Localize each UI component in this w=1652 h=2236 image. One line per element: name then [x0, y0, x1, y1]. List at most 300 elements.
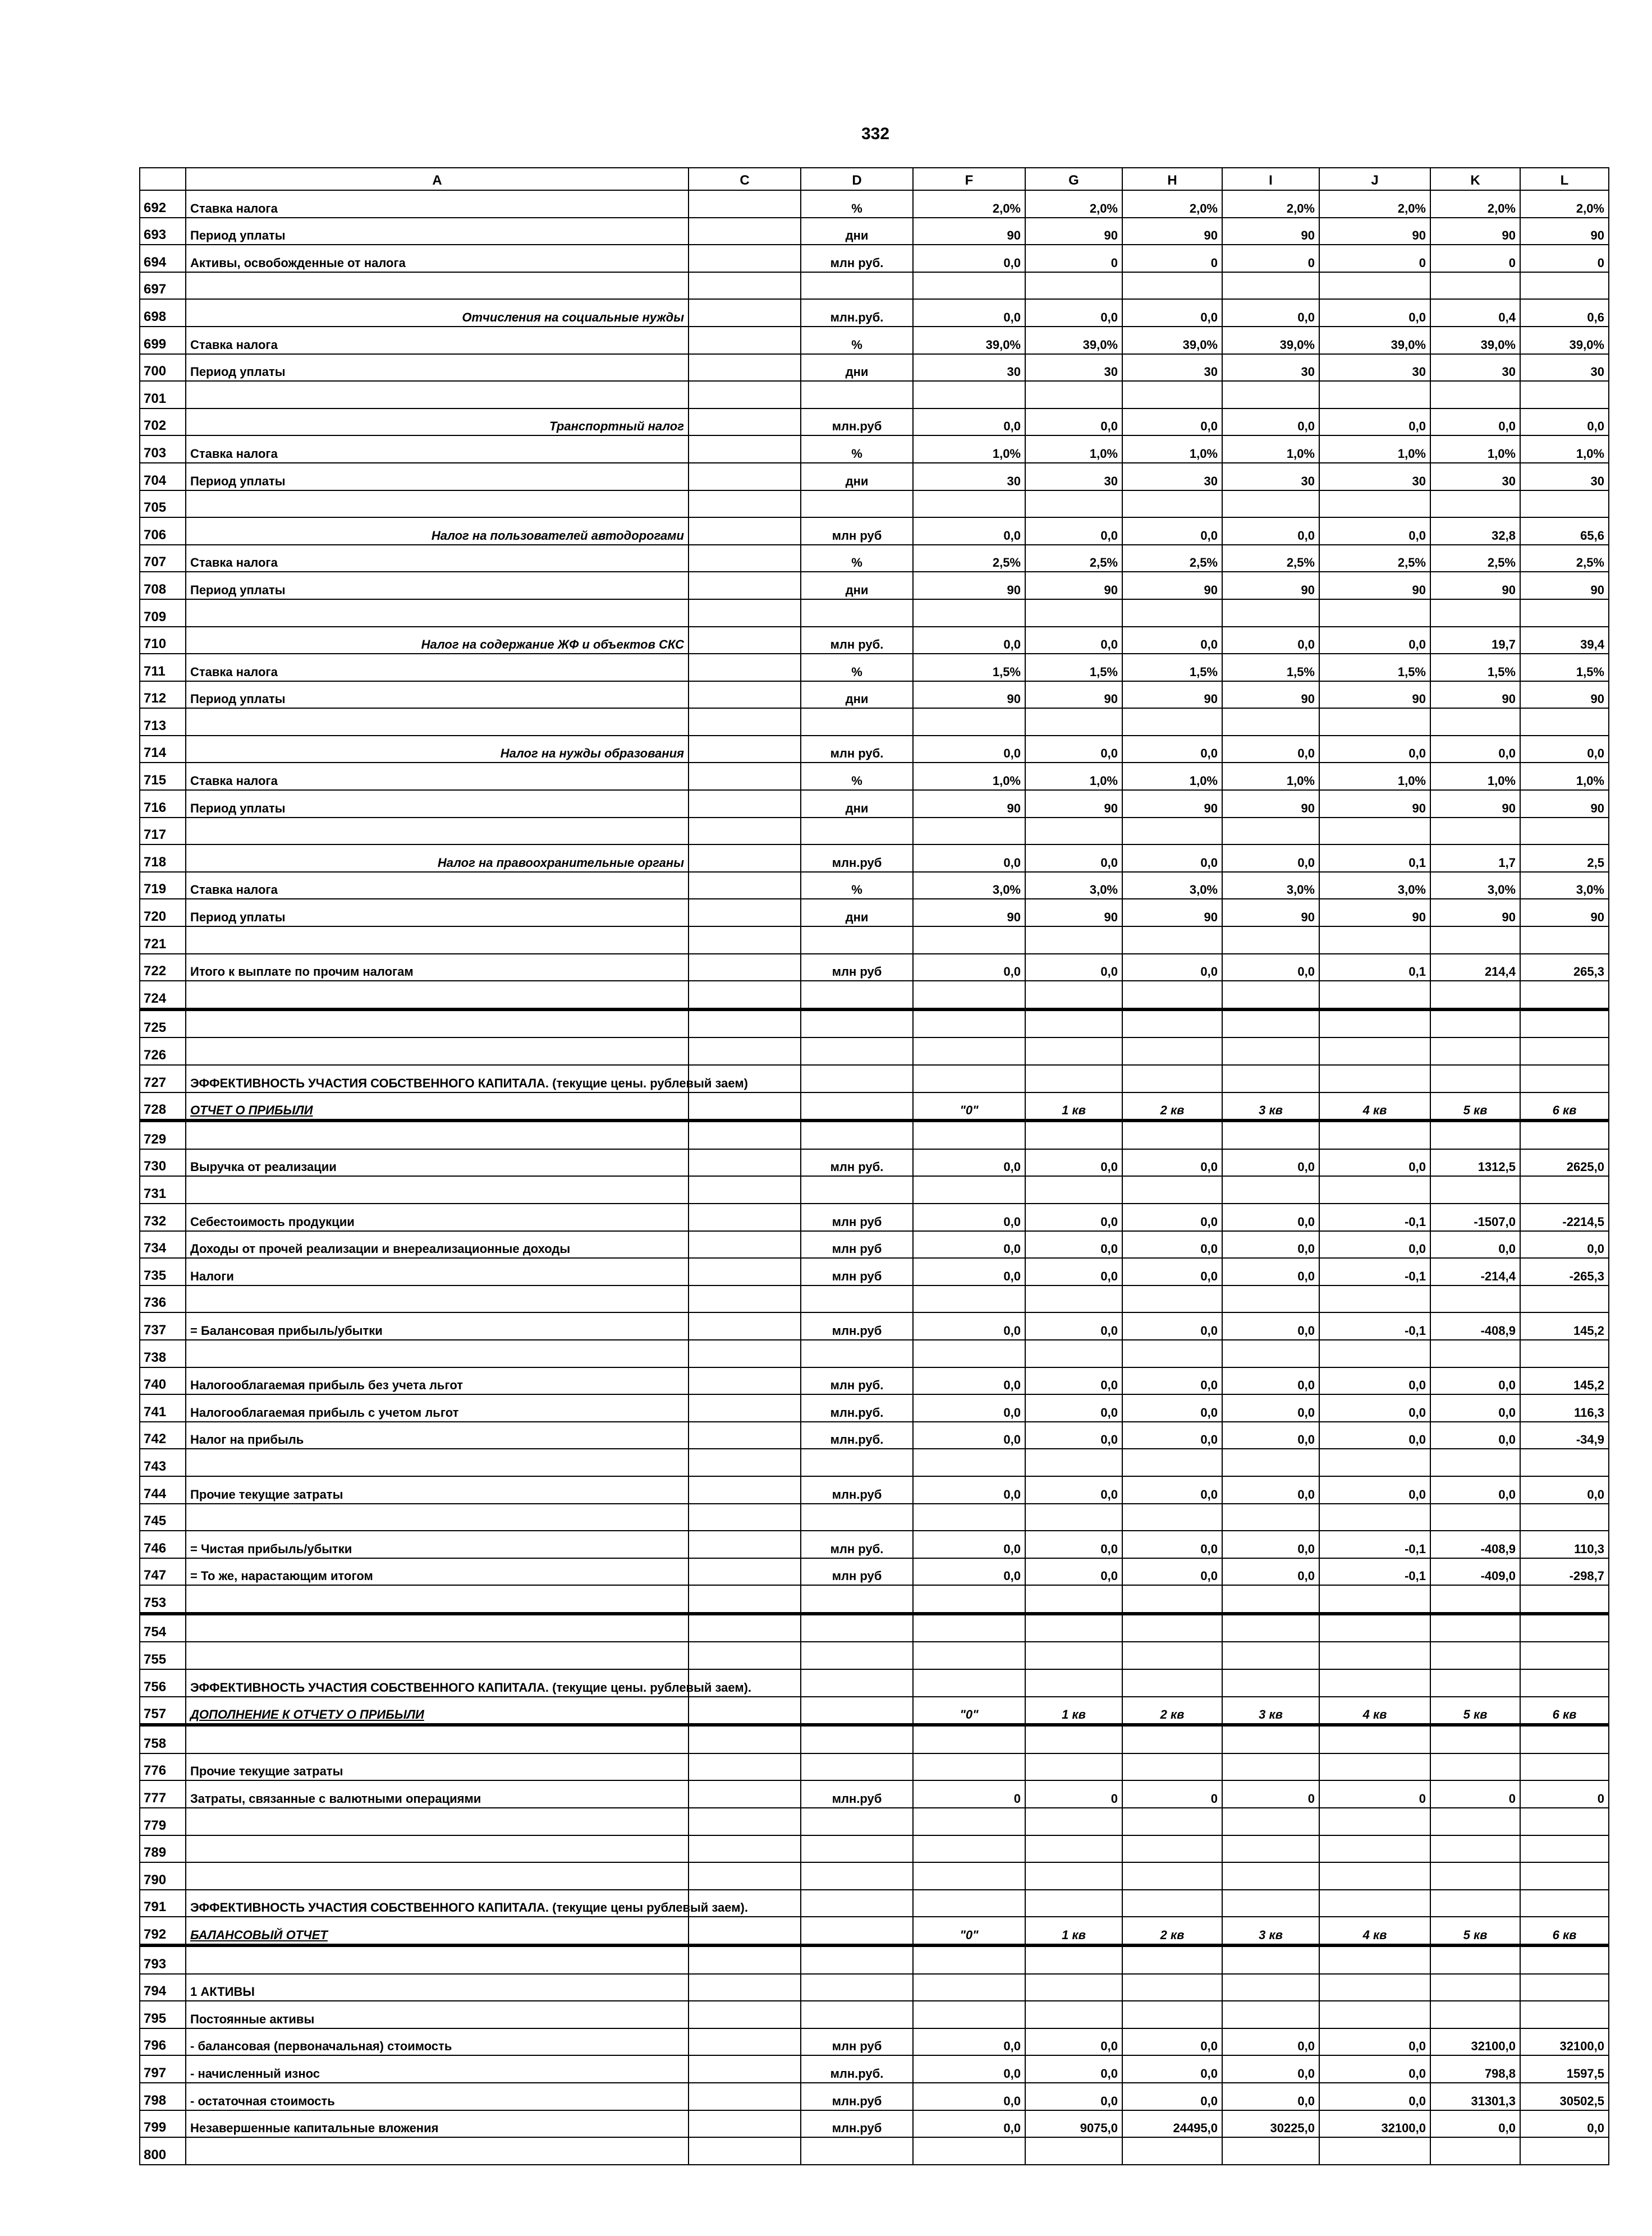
period-header-cell[interactable]: 1 кв	[1025, 1697, 1122, 1725]
row-label-cell[interactable]	[186, 1725, 689, 1753]
row-number[interactable]: 714	[140, 736, 186, 763]
value-cell[interactable]	[1319, 490, 1430, 518]
value-cell[interactable]: 265,3	[1520, 954, 1609, 981]
column-c-cell[interactable]	[689, 1258, 801, 1285]
value-cell[interactable]	[1025, 1945, 1122, 1974]
value-cell[interactable]: 0	[1430, 245, 1520, 272]
value-cell[interactable]	[1222, 2137, 1319, 2165]
value-cell[interactable]	[1025, 1037, 1122, 1065]
value-cell[interactable]	[913, 1121, 1025, 1149]
value-cell[interactable]	[1222, 818, 1319, 845]
row-number[interactable]: 722	[140, 954, 186, 981]
value-cell[interactable]: 1,0%	[913, 763, 1025, 790]
row-label-cell[interactable]: Выручка от реализации	[186, 1149, 689, 1177]
value-cell[interactable]: 116,3	[1520, 1394, 1609, 1422]
row-number[interactable]: 741	[140, 1394, 186, 1422]
row-label-cell[interactable]	[186, 818, 689, 845]
period-header-cell[interactable]: 5 кв	[1430, 1917, 1520, 1945]
row-number[interactable]: 791	[140, 1890, 186, 1917]
value-cell[interactable]	[1122, 2137, 1222, 2165]
row-label-cell[interactable]: ЭФФЕКТИВНОСТЬ УЧАСТИЯ СОБСТВЕННОГО КАПИТАЛА. (текущие цены рублевый заем).	[186, 1890, 689, 1917]
row-number[interactable]: 711	[140, 654, 186, 681]
unit-cell[interactable]	[801, 1753, 913, 1781]
period-header-cell[interactable]: "0"	[913, 1917, 1025, 1945]
value-cell[interactable]: -0,1	[1319, 1204, 1430, 1231]
unit-cell[interactable]: млн.руб	[801, 1312, 913, 1340]
value-cell[interactable]: 1,0%	[1430, 435, 1520, 463]
row-label-cell[interactable]	[186, 981, 689, 1009]
value-cell[interactable]	[1025, 1285, 1122, 1313]
row-number[interactable]: 740	[140, 1367, 186, 1395]
value-cell[interactable]: 2,0%	[1122, 190, 1222, 218]
value-cell[interactable]: 0,0	[913, 627, 1025, 654]
row-label-cell[interactable]: Незавершенные капитальные вложения	[186, 2110, 689, 2138]
value-cell[interactable]	[913, 1340, 1025, 1367]
row-label-cell[interactable]: Затраты, связанные с валютными операциями	[186, 1780, 689, 1808]
value-cell[interactable]	[1222, 381, 1319, 408]
value-cell[interactable]	[1222, 490, 1319, 518]
value-cell[interactable]	[1025, 1009, 1122, 1038]
value-cell[interactable]: 90	[1430, 572, 1520, 599]
value-cell[interactable]: 0,0	[913, 1476, 1025, 1504]
value-cell[interactable]	[913, 1725, 1025, 1753]
value-cell[interactable]: 0	[1520, 245, 1609, 272]
value-cell[interactable]: 798,8	[1430, 2055, 1520, 2083]
value-cell[interactable]: 90	[913, 572, 1025, 599]
value-cell[interactable]: 2,0%	[913, 190, 1025, 218]
unit-cell[interactable]: %	[801, 654, 913, 681]
value-cell[interactable]: 0,0	[1430, 408, 1520, 436]
value-cell[interactable]: 0,0	[1520, 1231, 1609, 1259]
row-label-cell[interactable]: Себестоимость продукции	[186, 1204, 689, 1231]
column-c-cell[interactable]	[689, 1422, 801, 1449]
value-cell[interactable]: 0,0	[1122, 1231, 1222, 1259]
value-cell[interactable]	[913, 1037, 1025, 1065]
value-cell[interactable]	[1122, 981, 1222, 1009]
row-label-cell[interactable]: Период уплаты	[186, 354, 689, 382]
column-c-cell[interactable]	[689, 1974, 801, 2001]
value-cell[interactable]: 39,0%	[1222, 327, 1319, 354]
row-label-cell[interactable]: - начисленный износ	[186, 2055, 689, 2083]
value-cell[interactable]: 19,7	[1430, 627, 1520, 654]
value-cell[interactable]: 2,5	[1520, 844, 1609, 872]
row-number[interactable]: 731	[140, 1176, 186, 1204]
value-cell[interactable]: 0,0	[1430, 736, 1520, 763]
value-cell[interactable]: 1,5%	[1520, 654, 1609, 681]
row-number[interactable]: 758	[140, 1725, 186, 1753]
row-number[interactable]: 747	[140, 1558, 186, 1586]
row-number[interactable]: 793	[140, 1945, 186, 1974]
value-cell[interactable]: 90	[1222, 681, 1319, 709]
row-number[interactable]: 713	[140, 708, 186, 736]
row-number[interactable]: 735	[140, 1258, 186, 1285]
value-cell[interactable]: 0,0	[1222, 627, 1319, 654]
value-cell[interactable]: 90	[1025, 218, 1122, 245]
value-cell[interactable]: 0,0	[1222, 1422, 1319, 1449]
unit-cell[interactable]	[801, 1669, 913, 1697]
row-label-cell[interactable]: Ставка налога	[186, 327, 689, 354]
column-c-cell[interactable]	[689, 1808, 801, 1835]
value-cell[interactable]	[1222, 1862, 1319, 1890]
unit-cell[interactable]	[801, 1009, 913, 1038]
value-cell[interactable]	[1430, 1835, 1520, 1863]
row-label-cell[interactable]: Налогооблагаемая прибыль с учетом льгот	[186, 1394, 689, 1422]
unit-cell[interactable]: млн руб	[801, 1558, 913, 1586]
row-label-cell[interactable]: Прочие текущие затраты	[186, 1753, 689, 1781]
value-cell[interactable]	[913, 1585, 1025, 1614]
row-number[interactable]: 721	[140, 926, 186, 954]
value-cell[interactable]	[1122, 2001, 1222, 2028]
value-cell[interactable]: 0,0	[1222, 1367, 1319, 1395]
value-cell[interactable]	[1520, 1009, 1609, 1038]
value-cell[interactable]: 1,5%	[1430, 654, 1520, 681]
column-header-f[interactable]: F	[913, 168, 1025, 190]
value-cell[interactable]	[1222, 1585, 1319, 1614]
value-cell[interactable]	[1520, 1037, 1609, 1065]
row-number[interactable]: 744	[140, 1476, 186, 1504]
value-cell[interactable]	[1122, 1890, 1222, 1917]
value-cell[interactable]	[913, 1285, 1025, 1313]
value-cell[interactable]	[1319, 708, 1430, 736]
value-cell[interactable]: 0,0	[1122, 1149, 1222, 1177]
column-c-cell[interactable]	[689, 872, 801, 899]
row-label-cell[interactable]: ДОПОЛНЕНИЕ К ОТЧЕТУ О ПРИБЫЛИ	[186, 1697, 689, 1725]
column-c-cell[interactable]	[689, 2083, 801, 2110]
value-cell[interactable]	[1025, 599, 1122, 627]
column-c-cell[interactable]	[689, 572, 801, 599]
unit-cell[interactable]: млн.руб.	[801, 2055, 913, 2083]
value-cell[interactable]: 0,0	[1319, 627, 1430, 654]
value-cell[interactable]: 0,0	[913, 299, 1025, 327]
unit-cell[interactable]	[801, 1945, 913, 1974]
value-cell[interactable]	[1222, 1285, 1319, 1313]
value-cell[interactable]: 1,0%	[1319, 763, 1430, 790]
row-label-cell[interactable]: Транспортный налог	[186, 408, 689, 436]
unit-cell[interactable]: млн руб	[801, 954, 913, 981]
row-number[interactable]: 715	[140, 763, 186, 790]
column-c-cell[interactable]	[689, 1725, 801, 1753]
column-c-cell[interactable]	[689, 736, 801, 763]
row-label-cell[interactable]: БАЛАНСОВЫЙ ОТЧЕТ	[186, 1917, 689, 1945]
value-cell[interactable]	[1025, 490, 1122, 518]
row-label-cell[interactable]	[186, 1835, 689, 1863]
row-label-cell[interactable]: Период уплаты	[186, 218, 689, 245]
value-cell[interactable]: 0	[1122, 245, 1222, 272]
value-cell[interactable]	[1222, 1504, 1319, 1531]
value-cell[interactable]: 0,0	[1025, 517, 1122, 545]
value-cell[interactable]: 30	[1025, 463, 1122, 490]
value-cell[interactable]	[1430, 381, 1520, 408]
unit-cell[interactable]	[801, 1890, 913, 1917]
row-label-cell[interactable]: Период уплаты	[186, 899, 689, 926]
column-c-cell[interactable]	[689, 1176, 801, 1204]
row-label-cell[interactable]: = Балансовая прибыль/убытки	[186, 1312, 689, 1340]
row-number[interactable]: 746	[140, 1531, 186, 1558]
value-cell[interactable]	[1122, 1669, 1222, 1697]
value-cell[interactable]: 0,0	[1430, 1476, 1520, 1504]
row-label-cell[interactable]	[186, 1808, 689, 1835]
value-cell[interactable]: 0,0	[913, 844, 1025, 872]
value-cell[interactable]: 0,0	[1319, 1476, 1430, 1504]
value-cell[interactable]: 2,0%	[1520, 190, 1609, 218]
row-number[interactable]: 701	[140, 381, 186, 408]
value-cell[interactable]	[1222, 1835, 1319, 1863]
value-cell[interactable]	[1222, 1808, 1319, 1835]
value-cell[interactable]: 0,0	[913, 2055, 1025, 2083]
row-label-cell[interactable]	[186, 1176, 689, 1204]
value-cell[interactable]	[1122, 1614, 1222, 1642]
unit-cell[interactable]: %	[801, 763, 913, 790]
value-cell[interactable]	[1222, 1642, 1319, 1669]
value-cell[interactable]: 2,0%	[1319, 190, 1430, 218]
column-header-i[interactable]: I	[1222, 168, 1319, 190]
value-cell[interactable]	[1520, 2001, 1609, 2028]
value-cell[interactable]	[1319, 2001, 1430, 2028]
column-c-cell[interactable]	[689, 354, 801, 382]
value-cell[interactable]	[1122, 490, 1222, 518]
column-header-a[interactable]: A	[186, 168, 689, 190]
value-cell[interactable]: 0,0	[1025, 844, 1122, 872]
value-cell[interactable]: 0,0	[1025, 299, 1122, 327]
value-cell[interactable]: 1,0%	[1025, 435, 1122, 463]
row-number[interactable]: 700	[140, 354, 186, 382]
value-cell[interactable]	[913, 2001, 1025, 2028]
value-cell[interactable]	[1222, 1449, 1319, 1476]
value-cell[interactable]	[1025, 1449, 1122, 1476]
value-cell[interactable]	[1430, 1974, 1520, 2001]
row-number[interactable]: 794	[140, 1974, 186, 2001]
value-cell[interactable]: 30	[913, 354, 1025, 382]
value-cell[interactable]	[1430, 1065, 1520, 1092]
value-cell[interactable]	[1122, 926, 1222, 954]
value-cell[interactable]: 0,0	[1222, 1231, 1319, 1259]
value-cell[interactable]: 90	[1025, 681, 1122, 709]
column-c-cell[interactable]	[689, 1504, 801, 1531]
unit-cell[interactable]	[801, 381, 913, 408]
unit-cell[interactable]: %	[801, 327, 913, 354]
value-cell[interactable]: 0,0	[1520, 1476, 1609, 1504]
row-label-cell[interactable]	[186, 708, 689, 736]
unit-cell[interactable]: млн.руб	[801, 2110, 913, 2138]
value-cell[interactable]: 90	[1222, 218, 1319, 245]
value-cell[interactable]	[913, 1945, 1025, 1974]
value-cell[interactable]: 90	[913, 899, 1025, 926]
row-label-cell[interactable]: - балансовая (первоначальная) стоимость	[186, 2028, 689, 2056]
row-number[interactable]: 737	[140, 1312, 186, 1340]
row-number[interactable]: 796	[140, 2028, 186, 2056]
value-cell[interactable]: 0,0	[1122, 1394, 1222, 1422]
value-cell[interactable]: 0,0	[1122, 736, 1222, 763]
value-cell[interactable]	[1122, 1862, 1222, 1890]
row-label-cell[interactable]: Налог на пользователей автодорогами	[186, 517, 689, 545]
value-cell[interactable]	[1430, 2137, 1520, 2165]
period-header-cell[interactable]: 4 кв	[1319, 1917, 1430, 1945]
value-cell[interactable]	[1122, 1037, 1222, 1065]
row-number[interactable]: 707	[140, 545, 186, 572]
value-cell[interactable]: 90	[1222, 572, 1319, 599]
unit-cell[interactable]: млн.руб.	[801, 299, 913, 327]
period-header-cell[interactable]: 4 кв	[1319, 1697, 1430, 1725]
value-cell[interactable]	[1520, 708, 1609, 736]
unit-cell[interactable]	[801, 1917, 913, 1945]
value-cell[interactable]: 1,5%	[1222, 654, 1319, 681]
row-number[interactable]: 726	[140, 1037, 186, 1065]
value-cell[interactable]	[1025, 272, 1122, 300]
period-header-cell[interactable]: 4 кв	[1319, 1092, 1430, 1121]
value-cell[interactable]	[1319, 981, 1430, 1009]
value-cell[interactable]	[1520, 1285, 1609, 1313]
value-cell[interactable]: 0,0	[1025, 1476, 1122, 1504]
value-cell[interactable]	[1520, 1862, 1609, 1890]
unit-cell[interactable]	[801, 1176, 913, 1204]
value-cell[interactable]	[1222, 1669, 1319, 1697]
value-cell[interactable]	[1025, 818, 1122, 845]
value-cell[interactable]: 30	[913, 463, 1025, 490]
column-c-cell[interactable]	[689, 1092, 801, 1121]
row-number[interactable]: 702	[140, 408, 186, 436]
unit-cell[interactable]: млн руб.	[801, 1149, 913, 1177]
column-c-cell[interactable]	[689, 463, 801, 490]
value-cell[interactable]: 30	[1222, 354, 1319, 382]
period-header-cell[interactable]: 2 кв	[1122, 1092, 1222, 1121]
period-header-cell[interactable]: "0"	[913, 1092, 1025, 1121]
value-cell[interactable]: 90	[913, 681, 1025, 709]
value-cell[interactable]	[1122, 1504, 1222, 1531]
value-cell[interactable]: 0,0	[1222, 736, 1319, 763]
value-cell[interactable]: 0,0	[1025, 1531, 1122, 1558]
value-cell[interactable]: 0,0	[913, 2028, 1025, 2056]
row-number[interactable]: 706	[140, 517, 186, 545]
row-label-cell[interactable]: Ставка налога	[186, 545, 689, 572]
value-cell[interactable]: 1,0%	[1222, 435, 1319, 463]
value-cell[interactable]	[1025, 381, 1122, 408]
value-cell[interactable]: -409,0	[1430, 1558, 1520, 1586]
value-cell[interactable]: 0,0	[913, 517, 1025, 545]
unit-cell[interactable]	[801, 599, 913, 627]
column-c-cell[interactable]	[689, 790, 801, 818]
value-cell[interactable]: 90	[1025, 790, 1122, 818]
value-cell[interactable]: -0,1	[1319, 1312, 1430, 1340]
column-c-cell[interactable]	[689, 1476, 801, 1504]
value-cell[interactable]: 30	[1319, 354, 1430, 382]
value-cell[interactable]: -2214,5	[1520, 1204, 1609, 1231]
row-number[interactable]: 697	[140, 272, 186, 300]
value-cell[interactable]: 0,6	[1520, 299, 1609, 327]
row-number[interactable]: 800	[140, 2137, 186, 2165]
value-cell[interactable]	[1122, 1642, 1222, 1669]
value-cell[interactable]	[1222, 1945, 1319, 1974]
value-cell[interactable]	[1025, 708, 1122, 736]
column-c-cell[interactable]	[689, 818, 801, 845]
value-cell[interactable]: 0	[1319, 1780, 1430, 1808]
column-header-g[interactable]: G	[1025, 168, 1122, 190]
value-cell[interactable]	[1319, 1585, 1430, 1614]
value-cell[interactable]	[1025, 1835, 1122, 1863]
value-cell[interactable]: -298,7	[1520, 1558, 1609, 1586]
value-cell[interactable]: 0,0	[913, 1312, 1025, 1340]
unit-cell[interactable]	[801, 2001, 913, 2028]
unit-cell[interactable]	[801, 1725, 913, 1753]
value-cell[interactable]	[1319, 1725, 1430, 1753]
value-cell[interactable]: 1,0%	[1319, 435, 1430, 463]
value-cell[interactable]	[1319, 599, 1430, 627]
value-cell[interactable]	[1025, 1614, 1122, 1642]
value-cell[interactable]	[1222, 1065, 1319, 1092]
value-cell[interactable]: -408,9	[1430, 1531, 1520, 1558]
value-cell[interactable]: 65,6	[1520, 517, 1609, 545]
value-cell[interactable]	[1430, 1285, 1520, 1313]
value-cell[interactable]	[1222, 1121, 1319, 1149]
value-cell[interactable]: 0,0	[1222, 1558, 1319, 1586]
column-c-cell[interactable]	[689, 2137, 801, 2165]
value-cell[interactable]: 0	[1122, 1780, 1222, 1808]
column-c-cell[interactable]	[689, 299, 801, 327]
value-cell[interactable]: 0,0	[913, 1558, 1025, 1586]
unit-cell[interactable]	[801, 1449, 913, 1476]
value-cell[interactable]: 0,0	[1222, 2055, 1319, 2083]
value-cell[interactable]: 90	[1319, 218, 1430, 245]
value-cell[interactable]: 3,0%	[1122, 872, 1222, 899]
column-c-cell[interactable]	[689, 844, 801, 872]
value-cell[interactable]: 0,0	[1122, 408, 1222, 436]
value-cell[interactable]	[1025, 1504, 1122, 1531]
value-cell[interactable]: 90	[1025, 572, 1122, 599]
row-label-cell[interactable]: Налог на нужды образования	[186, 736, 689, 763]
row-label-cell[interactable]	[186, 599, 689, 627]
period-header-cell[interactable]: 1 кв	[1025, 1917, 1122, 1945]
row-number[interactable]: 779	[140, 1808, 186, 1835]
unit-cell[interactable]	[801, 1585, 913, 1614]
value-cell[interactable]: 1597,5	[1520, 2055, 1609, 2083]
value-cell[interactable]	[1025, 1725, 1122, 1753]
value-cell[interactable]	[1430, 1862, 1520, 1890]
row-label-cell[interactable]	[186, 1614, 689, 1642]
value-cell[interactable]: 90	[1222, 790, 1319, 818]
unit-cell[interactable]	[801, 926, 913, 954]
value-cell[interactable]	[1430, 818, 1520, 845]
value-cell[interactable]	[1222, 926, 1319, 954]
row-label-cell[interactable]	[186, 926, 689, 954]
column-c-cell[interactable]	[689, 1037, 801, 1065]
value-cell[interactable]: 90	[1430, 218, 1520, 245]
value-cell[interactable]	[1025, 1890, 1122, 1917]
row-number[interactable]: 699	[140, 327, 186, 354]
row-label-cell[interactable]	[186, 1945, 689, 1974]
column-header-j[interactable]: J	[1319, 168, 1430, 190]
column-header-c[interactable]: C	[689, 168, 801, 190]
value-cell[interactable]: 0,0	[1025, 2055, 1122, 2083]
value-cell[interactable]	[913, 1614, 1025, 1642]
value-cell[interactable]	[913, 1642, 1025, 1669]
unit-cell[interactable]: млн руб	[801, 1231, 913, 1259]
value-cell[interactable]	[1319, 1890, 1430, 1917]
value-cell[interactable]	[1025, 1808, 1122, 1835]
column-c-cell[interactable]	[689, 1449, 801, 1476]
value-cell[interactable]: 0,0	[1319, 2055, 1430, 2083]
period-header-cell[interactable]: 5 кв	[1430, 1092, 1520, 1121]
value-cell[interactable]: 0,0	[913, 1367, 1025, 1395]
value-cell[interactable]	[1520, 1642, 1609, 1669]
value-cell[interactable]: 1,0%	[1520, 435, 1609, 463]
value-cell[interactable]: 0,0	[913, 1204, 1025, 1231]
column-c-cell[interactable]	[689, 1531, 801, 1558]
value-cell[interactable]: 39,0%	[1122, 327, 1222, 354]
value-cell[interactable]	[1222, 1614, 1319, 1642]
value-cell[interactable]: 90	[1430, 899, 1520, 926]
unit-cell[interactable]: дни	[801, 790, 913, 818]
value-cell[interactable]: 0,0	[1122, 627, 1222, 654]
value-cell[interactable]	[913, 381, 1025, 408]
